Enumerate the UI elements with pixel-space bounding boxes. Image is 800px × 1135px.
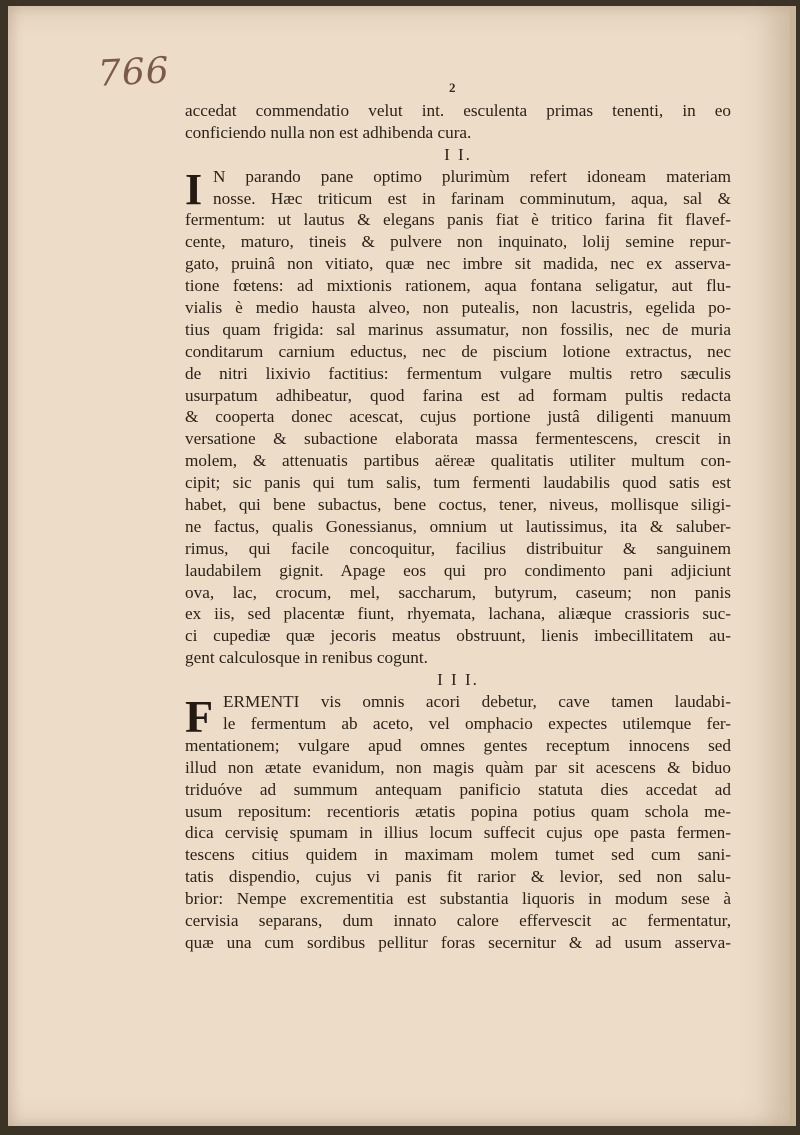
text-line: dica cervisię spumam in illius locum suffecit cujus ope pasta fermen- bbox=[185, 823, 731, 843]
text-line: conditarum carnium eductus, nec de piscium lotione extractus, nec bbox=[185, 341, 731, 361]
text-line: nosse. Hæc triticum est in farinam comminutum, aqua, sal & bbox=[213, 188, 731, 208]
text-line: vialis è medio hausta alveo, non putealis, non lacustris, egelida po- bbox=[185, 298, 731, 318]
text-line: gent calculosque in renibus cogunt. bbox=[185, 648, 428, 668]
text-line: molem, & attenuatis partibus aëreæ qualitatis utiliter multum con- bbox=[185, 451, 731, 471]
signature-mark: 2 bbox=[449, 80, 456, 95]
text-line: ex iis, sed placentæ fiunt, rhyemata, lachana, aliæque crassioris suc- bbox=[185, 604, 731, 624]
text-line: fermentum: ut lautus & elegans panis fiat è tritico farina fit flavef- bbox=[185, 210, 731, 230]
text-line: ci cupediæ quæ jecoris meatus obstruunt, lienis imbecillitatem au- bbox=[185, 626, 731, 646]
text-line: ova, lac, crocum, mel, saccharum, butyrum, caseum; non panis bbox=[185, 582, 731, 602]
text-line: accedat commendatio velut int. esculenta primas tenenti, in eo bbox=[185, 101, 731, 120]
text-line: versatione & subactione elaborata massa fermentescens, crescit in bbox=[185, 429, 731, 449]
text-line: cervisia separans, dum innato calore effervescit ac fermentatur, bbox=[185, 910, 731, 930]
text-line: usurpatum adhibeatur, quod farina est ad formam pultis redacta bbox=[185, 385, 731, 405]
body-text bbox=[185, 100, 731, 954]
text-line: quæ una cum sordibus pellitur foras secernitur & ad usum asserva- bbox=[185, 932, 731, 952]
text-line: brior: Nempe excrementitia est substantia liquoris in modum sese à bbox=[185, 889, 731, 909]
text-line: illud non ætate evanidum, non magis quàm par sit acescens & biduo bbox=[185, 757, 731, 777]
section-3 bbox=[185, 691, 731, 954]
text-line: laudabilem gignit. Apage eos qui pro condimento pani adjiciunt bbox=[185, 560, 731, 580]
text-line: usum repositum: recentioris ætatis popina potius quam schola me- bbox=[185, 801, 731, 821]
drop-cap: F bbox=[185, 691, 214, 743]
text-line: gato, pruinâ non vitiato, quæ nec imbre sit madida, nec ex asserva- bbox=[185, 254, 731, 274]
text-line: conficiendo nulla non est adhibenda cura. bbox=[185, 122, 472, 142]
section-number: I I. bbox=[444, 144, 472, 164]
text-line: mentationem; vulgare apud omnes gentes receptum innocens sed bbox=[185, 735, 731, 755]
text-line: tatis dispendio, cujus vi panis fit rarior & levior, sed non salu- bbox=[185, 867, 731, 887]
text-line: tione fœtens: ad mixtionis rationem, aqua fontana seligatur, aut flu- bbox=[185, 276, 731, 296]
text-line: cipit; sic panis qui tum salis, tum fermenti laudabilis quod satis est bbox=[185, 473, 731, 493]
text-line: triduóve ad summum antequam panificio statuta dies accedat ad bbox=[185, 779, 731, 799]
text-line: N parando pane optimo plurimùm refert idoneam materiam bbox=[213, 166, 731, 186]
text-line: rimus, qui facile concoquitur, facilius distribuitur & sanguinem bbox=[185, 538, 731, 558]
page-number-handwritten: 766 bbox=[96, 50, 171, 95]
section-number: I I I. bbox=[437, 670, 479, 690]
text-line: tescens citius quidem in maximam molem tumet sed cum sani- bbox=[185, 845, 731, 865]
text-line: le fermentum ab aceto, vel omphacio expectes utilemque fer- bbox=[223, 713, 731, 733]
section-2 bbox=[185, 166, 731, 669]
text-line: de nitri lixivio factitius: fermentum vulgare multis retro sæculis bbox=[185, 363, 731, 383]
text-line: cente, maturo, tineis & pulvere non inquinato, lolij semine repur- bbox=[185, 232, 731, 252]
text-line: tius quam frigida: sal marinus assumatur, non fossilis, nec de muria bbox=[185, 319, 731, 339]
text-line: ERMENTI vis omnis acori debetur, cave tamen laudabi- bbox=[223, 692, 731, 712]
text-line: habet, qui bene subactus, bene coctus, tener, niveus, mollisque siligi- bbox=[185, 495, 731, 515]
drop-cap: I bbox=[185, 164, 203, 214]
text-line: ne factus, qualis Gonessianus, omnium ut lautissimus, ita & saluber- bbox=[185, 516, 731, 536]
text-line: & cooperta donec acescat, cujus portione justâ diligenti manuum bbox=[185, 407, 731, 427]
